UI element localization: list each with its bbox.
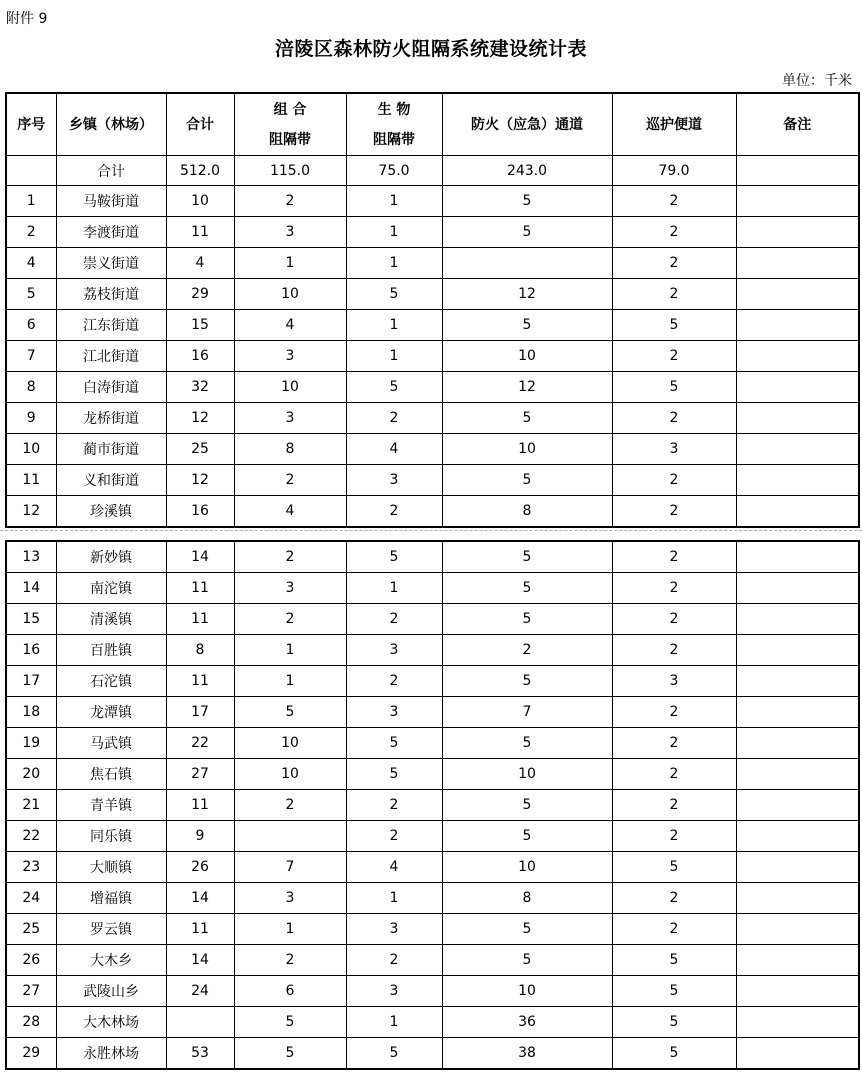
table-row: [6, 403, 859, 434]
combined-cell: 10: [234, 279, 346, 310]
bio-cell: 3: [346, 635, 442, 666]
total-seq-cell: [6, 156, 56, 186]
header-bio-barrier: [346, 93, 442, 156]
total-patrol-cell: 79.0: [612, 156, 736, 186]
patrol-cell: 2: [612, 728, 736, 759]
remark-cell: [736, 465, 859, 496]
fire-channel-cell: 12: [442, 279, 612, 310]
fire-channel-cell: 7: [442, 697, 612, 728]
seq-cell: 23: [6, 852, 56, 883]
seq-cell: 26: [6, 945, 56, 976]
header-bio-line2: 阻隔带: [373, 131, 415, 148]
combined-cell: 5: [234, 697, 346, 728]
combined-cell: 1: [234, 635, 346, 666]
combined-cell: 2: [234, 186, 346, 217]
combined-cell: 10: [234, 728, 346, 759]
remark-cell: [736, 403, 859, 434]
combined-cell: 2: [234, 604, 346, 635]
fire-channel-cell: 12: [442, 372, 612, 403]
fire-channel-cell: 5: [442, 186, 612, 217]
total-label-cell: 合计: [56, 156, 166, 186]
seq-cell: 2: [6, 217, 56, 248]
fire-channel-cell: 5: [442, 604, 612, 635]
remark-cell: [736, 186, 859, 217]
table-row: [6, 248, 859, 279]
patrol-cell: 2: [612, 821, 736, 852]
combined-cell: 3: [234, 883, 346, 914]
header-fire-channel: 防火（应急）通道: [442, 93, 612, 156]
bio-cell: 5: [346, 372, 442, 403]
remark-cell: [736, 541, 859, 573]
table-row: [6, 217, 859, 248]
remark-cell: [736, 666, 859, 697]
total-cell: 25: [166, 434, 234, 465]
total-cell: 16: [166, 496, 234, 528]
bio-cell: 3: [346, 914, 442, 945]
table-row: [6, 496, 859, 528]
patrol-cell: 2: [612, 496, 736, 528]
seq-cell: 15: [6, 604, 56, 635]
town-cell: 南沱镇: [56, 573, 166, 604]
table-row: [6, 821, 859, 852]
patrol-cell: 2: [612, 248, 736, 279]
patrol-cell: 5: [612, 310, 736, 341]
remark-cell: [736, 976, 859, 1007]
patrol-cell: 2: [612, 914, 736, 945]
total-cell: 10: [166, 186, 234, 217]
table-row: [6, 434, 859, 465]
total-cell: 14: [166, 541, 234, 573]
seq-cell: 22: [6, 821, 56, 852]
combined-cell: 1: [234, 248, 346, 279]
patrol-cell: 5: [612, 976, 736, 1007]
seq-cell: 29: [6, 1038, 56, 1070]
patrol-cell: 5: [612, 372, 736, 403]
combined-cell: 2: [234, 790, 346, 821]
patrol-cell: 2: [612, 604, 736, 635]
table-row: [6, 976, 859, 1007]
town-cell: 大木林场: [56, 1007, 166, 1038]
total-cell: 11: [166, 666, 234, 697]
fire-channel-cell: 5: [442, 403, 612, 434]
town-cell: 青羊镇: [56, 790, 166, 821]
patrol-cell: 2: [612, 541, 736, 573]
remark-cell: [736, 759, 859, 790]
table-row: [6, 790, 859, 821]
total-cell: 24: [166, 976, 234, 1007]
total-cell: 53: [166, 1038, 234, 1070]
bio-cell: 2: [346, 945, 442, 976]
table-row: [6, 728, 859, 759]
total-cell: 14: [166, 945, 234, 976]
table-row: [6, 465, 859, 496]
patrol-cell: 2: [612, 635, 736, 666]
remark-cell: [736, 341, 859, 372]
fire-channel-cell: 5: [442, 541, 612, 573]
town-cell: 龙桥街道: [56, 403, 166, 434]
patrol-cell: 5: [612, 1038, 736, 1070]
fire-channel-cell: 10: [442, 759, 612, 790]
town-cell: 永胜林场: [56, 1038, 166, 1070]
total-cell: 17: [166, 697, 234, 728]
remark-cell: [736, 914, 859, 945]
seq-cell: 11: [6, 465, 56, 496]
total-row: [6, 156, 859, 186]
remark-cell: [736, 697, 859, 728]
patrol-cell: 3: [612, 666, 736, 697]
fire-channel-cell: 5: [442, 821, 612, 852]
bio-cell: 1: [346, 310, 442, 341]
table-row: [6, 1007, 859, 1038]
table-row: [6, 341, 859, 372]
patrol-cell: 5: [612, 852, 736, 883]
fire-channel-cell: 10: [442, 341, 612, 372]
fire-channel-cell: 5: [442, 790, 612, 821]
seq-cell: 9: [6, 403, 56, 434]
table-row: [6, 372, 859, 403]
bio-cell: 2: [346, 666, 442, 697]
town-cell: 武陵山乡: [56, 976, 166, 1007]
town-cell: 新妙镇: [56, 541, 166, 573]
patrol-cell: 2: [612, 697, 736, 728]
bio-cell: 1: [346, 883, 442, 914]
bio-cell: 1: [346, 186, 442, 217]
total-cell: 14: [166, 883, 234, 914]
combined-cell: 2: [234, 945, 346, 976]
remark-cell: [736, 883, 859, 914]
total-cell: 4: [166, 248, 234, 279]
bio-cell: 5: [346, 759, 442, 790]
remark-cell: [736, 279, 859, 310]
town-cell: 大顺镇: [56, 852, 166, 883]
combined-cell: 2: [234, 465, 346, 496]
seq-cell: 4: [6, 248, 56, 279]
fire-channel-cell: 10: [442, 852, 612, 883]
seq-cell: 19: [6, 728, 56, 759]
table-row: [6, 697, 859, 728]
patrol-cell: 2: [612, 217, 736, 248]
header-row: [6, 93, 859, 156]
remark-cell: [736, 217, 859, 248]
town-cell: 江北街道: [56, 341, 166, 372]
town-cell: 崇义街道: [56, 248, 166, 279]
seq-cell: 25: [6, 914, 56, 945]
remark-cell: [736, 790, 859, 821]
remark-cell: [736, 945, 859, 976]
attachment-label: 附件 9: [6, 11, 48, 27]
total-fire-channel-cell: 243.0: [442, 156, 612, 186]
combined-cell: 3: [234, 341, 346, 372]
remark-cell: [736, 1038, 859, 1070]
town-cell: 义和街道: [56, 465, 166, 496]
header-seq: 序号: [6, 93, 56, 156]
bio-cell: 4: [346, 434, 442, 465]
fire-channel-cell: 5: [442, 666, 612, 697]
header-combined-line1: 组 合: [273, 101, 307, 118]
seq-cell: 28: [6, 1007, 56, 1038]
patrol-cell: 2: [612, 403, 736, 434]
town-cell: 同乐镇: [56, 821, 166, 852]
document-title: 涪陵区森林防火阻隔系统建设统计表: [274, 38, 587, 60]
table-row: [6, 852, 859, 883]
patrol-cell: 2: [612, 279, 736, 310]
fire-channel-cell: 10: [442, 976, 612, 1007]
remark-cell: [736, 1007, 859, 1038]
fire-channel-cell: 36: [442, 1007, 612, 1038]
bio-cell: 5: [346, 279, 442, 310]
combined-cell: 5: [234, 1038, 346, 1070]
table-row: [6, 914, 859, 945]
patrol-cell: 5: [612, 1007, 736, 1038]
town-cell: 蔺市街道: [56, 434, 166, 465]
seq-cell: 18: [6, 697, 56, 728]
table-row: [6, 573, 859, 604]
bio-cell: 5: [346, 728, 442, 759]
table-row: [6, 883, 859, 914]
combined-cell: 4: [234, 310, 346, 341]
remark-cell: [736, 496, 859, 528]
combined-cell: 2: [234, 541, 346, 573]
patrol-cell: 2: [612, 759, 736, 790]
bio-cell: 3: [346, 697, 442, 728]
combined-cell: 7: [234, 852, 346, 883]
total-cell: 16: [166, 341, 234, 372]
total-cell: [166, 1007, 234, 1038]
unit-label: 单位：千米: [782, 73, 852, 89]
combined-cell: 4: [234, 496, 346, 528]
seq-cell: 20: [6, 759, 56, 790]
table-row: [6, 186, 859, 217]
combined-cell: 1: [234, 666, 346, 697]
table-row: [6, 541, 859, 573]
table-row: [6, 759, 859, 790]
town-cell: 焦石镇: [56, 759, 166, 790]
remark-cell: [736, 434, 859, 465]
town-cell: 荔枝街道: [56, 279, 166, 310]
remark-cell: [736, 728, 859, 759]
remark-cell: [736, 573, 859, 604]
header-combined-line2: 阻隔带: [269, 131, 311, 148]
remark-cell: [736, 852, 859, 883]
patrol-cell: 5: [612, 945, 736, 976]
fire-channel-cell: 8: [442, 883, 612, 914]
total-cell: 22: [166, 728, 234, 759]
total-cell: 11: [166, 217, 234, 248]
bio-cell: 1: [346, 217, 442, 248]
total-cell: 8: [166, 635, 234, 666]
combined-cell: 10: [234, 372, 346, 403]
remark-cell: [736, 248, 859, 279]
total-cell: 11: [166, 604, 234, 635]
fire-channel-cell: [442, 248, 612, 279]
total-cell: 11: [166, 790, 234, 821]
total-cell: 29: [166, 279, 234, 310]
town-cell: 马鞍街道: [56, 186, 166, 217]
town-cell: 江东街道: [56, 310, 166, 341]
bio-cell: 1: [346, 573, 442, 604]
patrol-cell: 2: [612, 790, 736, 821]
statistics-table-page-1: [5, 92, 860, 528]
remark-cell: [736, 821, 859, 852]
seq-cell: 14: [6, 573, 56, 604]
combined-cell: 3: [234, 217, 346, 248]
total-sum-cell: 512.0: [166, 156, 234, 186]
bio-cell: 1: [346, 341, 442, 372]
table-row: [6, 1038, 859, 1070]
remark-cell: [736, 372, 859, 403]
table-row: [6, 635, 859, 666]
fire-channel-cell: 5: [442, 465, 612, 496]
seq-cell: 21: [6, 790, 56, 821]
fire-channel-cell: 2: [442, 635, 612, 666]
seq-cell: 7: [6, 341, 56, 372]
table-row: [6, 604, 859, 635]
seq-cell: 5: [6, 279, 56, 310]
fire-channel-cell: 8: [442, 496, 612, 528]
table-row: [6, 666, 859, 697]
town-cell: 马武镇: [56, 728, 166, 759]
patrol-cell: 2: [612, 883, 736, 914]
total-cell: 9: [166, 821, 234, 852]
table-row: [6, 945, 859, 976]
bio-cell: 2: [346, 790, 442, 821]
header-patrol-path: 巡护便道: [612, 93, 736, 156]
fire-channel-cell: 5: [442, 914, 612, 945]
patrol-cell: 2: [612, 573, 736, 604]
fire-channel-cell: 5: [442, 945, 612, 976]
seq-cell: 10: [6, 434, 56, 465]
total-remark-cell: [736, 156, 859, 186]
town-cell: 清溪镇: [56, 604, 166, 635]
town-cell: 大木乡: [56, 945, 166, 976]
total-cell: 32: [166, 372, 234, 403]
bio-cell: 3: [346, 976, 442, 1007]
header-bio-line1: 生 物: [377, 101, 411, 118]
bio-cell: 2: [346, 496, 442, 528]
bio-cell: 1: [346, 248, 442, 279]
header-remark: 备注: [736, 93, 859, 156]
patrol-cell: 2: [612, 341, 736, 372]
bio-cell: 3: [346, 465, 442, 496]
seq-cell: 12: [6, 496, 56, 528]
town-cell: 珍溪镇: [56, 496, 166, 528]
combined-cell: [234, 821, 346, 852]
combined-cell: 6: [234, 976, 346, 1007]
page-break-divider: [0, 530, 862, 531]
fire-channel-cell: 38: [442, 1038, 612, 1070]
total-cell: 11: [166, 914, 234, 945]
total-cell: 12: [166, 403, 234, 434]
bio-cell: 5: [346, 541, 442, 573]
town-cell: 石沱镇: [56, 666, 166, 697]
header-town: 乡镇（林场）: [56, 93, 166, 156]
bio-cell: 2: [346, 604, 442, 635]
town-cell: 龙潭镇: [56, 697, 166, 728]
header-combined-barrier: [234, 93, 346, 156]
seq-cell: 13: [6, 541, 56, 573]
total-cell: 11: [166, 573, 234, 604]
seq-cell: 16: [6, 635, 56, 666]
statistics-table-page-2: [5, 540, 860, 1070]
seq-cell: 17: [6, 666, 56, 697]
total-cell: 27: [166, 759, 234, 790]
fire-channel-cell: 5: [442, 217, 612, 248]
seq-cell: 8: [6, 372, 56, 403]
total-cell: 15: [166, 310, 234, 341]
fire-channel-cell: 5: [442, 728, 612, 759]
combined-cell: 3: [234, 573, 346, 604]
patrol-cell: 3: [612, 434, 736, 465]
town-cell: 李渡街道: [56, 217, 166, 248]
total-cell: 26: [166, 852, 234, 883]
town-cell: 百胜镇: [56, 635, 166, 666]
combined-cell: 5: [234, 1007, 346, 1038]
town-cell: 增福镇: [56, 883, 166, 914]
combined-cell: 1: [234, 914, 346, 945]
bio-cell: 2: [346, 821, 442, 852]
town-cell: 罗云镇: [56, 914, 166, 945]
total-cell: 12: [166, 465, 234, 496]
bio-cell: 5: [346, 1038, 442, 1070]
table-row: [6, 279, 859, 310]
bio-cell: 2: [346, 403, 442, 434]
remark-cell: [736, 635, 859, 666]
combined-cell: 3: [234, 403, 346, 434]
seq-cell: 27: [6, 976, 56, 1007]
seq-cell: 6: [6, 310, 56, 341]
patrol-cell: 2: [612, 465, 736, 496]
fire-channel-cell: 5: [442, 310, 612, 341]
remark-cell: [736, 604, 859, 635]
fire-channel-cell: 5: [442, 573, 612, 604]
total-bio-cell: 75.0: [346, 156, 442, 186]
remark-cell: [736, 310, 859, 341]
seq-cell: 1: [6, 186, 56, 217]
combined-cell: 8: [234, 434, 346, 465]
patrol-cell: 2: [612, 186, 736, 217]
header-total: 合计: [166, 93, 234, 156]
town-cell: 白涛街道: [56, 372, 166, 403]
seq-cell: 24: [6, 883, 56, 914]
fire-channel-cell: 10: [442, 434, 612, 465]
bio-cell: 1: [346, 1007, 442, 1038]
table-row: [6, 310, 859, 341]
bio-cell: 4: [346, 852, 442, 883]
combined-cell: 10: [234, 759, 346, 790]
total-combined-cell: 115.0: [234, 156, 346, 186]
